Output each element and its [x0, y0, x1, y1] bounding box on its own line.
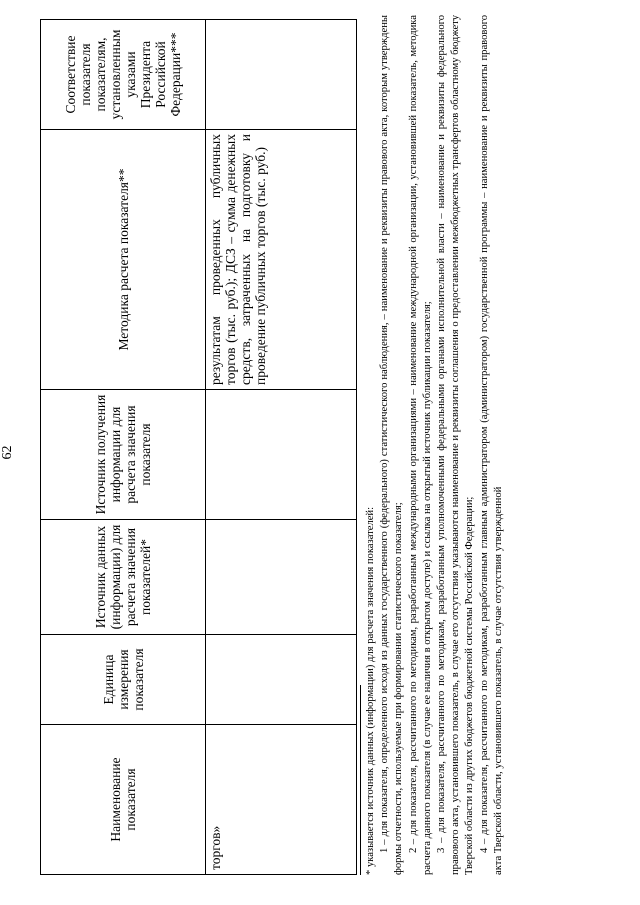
footnote-item-1: 1 – для показателя, определенного исходя из данных государственного (федерального) статистического наблюдения, – наименование и реквизиты правового акта, которым утверждены формы отчетности, используемые при формировании статистического показателя;: [379, 15, 405, 875]
cell-indicator-name: торгов»: [206, 725, 357, 875]
header-method: Методика расчета показателя**: [41, 130, 206, 390]
cell-compliance: [206, 20, 357, 130]
indicator-table: [40, 19, 357, 875]
footnote-separator: [360, 685, 361, 875]
footnote-item-2: 2 – для показателя, рассчитанного по методикам, разработанным международными организациями – наименование международной организации, установившей показатель, методика расчета данного показателя (в случае ее наличия в открытом доступе) и ссылка на открытый источник публикации показателя;: [407, 15, 433, 875]
header-unit: Единица измерения показателя: [41, 635, 206, 725]
footnote-item-3: 3 – для показателя, рассчитанного по методикам, разработанным уполномоченными федеральными органами исполнительной власти – наименование и реквизиты федерального правового акта, установившего показатель, в случае его отсутствия указываются наименование и реквизиты соглашения о предоставлении межбюджетных трансфертов областному бюджету Тверской области из других бюджетов бюджетной системы Российской Федерации;: [436, 15, 476, 875]
table-row: [206, 20, 357, 875]
cell-data-source: [206, 520, 357, 635]
cell-method: результатам проведенных публичных торгов (тыс. руб.); ДСЗ – сумма денежных средств, затраченных на подготовку и проведение публичных торгов (тыс. руб.): [206, 130, 357, 390]
table-header-row: [41, 20, 206, 875]
cell-unit: [206, 635, 357, 725]
header-info-source: Источник получения информации для расчета значения показателя: [41, 390, 206, 520]
header-compliance: Соответствие показателя показателям, установленным указами Президента Российской Федерации***: [41, 20, 206, 130]
footnote-item-4: 4 – для показателя, рассчитанного по методикам, разработанным главным администратором (администратором) государственной программы – наименование и реквизиты правового акта Тверской области, установившего показатель, в случае отсутствия утвержденной: [478, 15, 504, 875]
footnotes: [352, 15, 506, 875]
footnote-asterisk: * указывается источник данных (информации) для расчета значения показателей:: [365, 506, 376, 875]
cell-info-source: [206, 390, 357, 520]
header-data-source: Источник данных (информации) для расчета значения показателей*: [41, 520, 206, 635]
header-indicator-name: Наименование показателя: [41, 725, 206, 875]
page-number: 62: [0, 445, 15, 460]
